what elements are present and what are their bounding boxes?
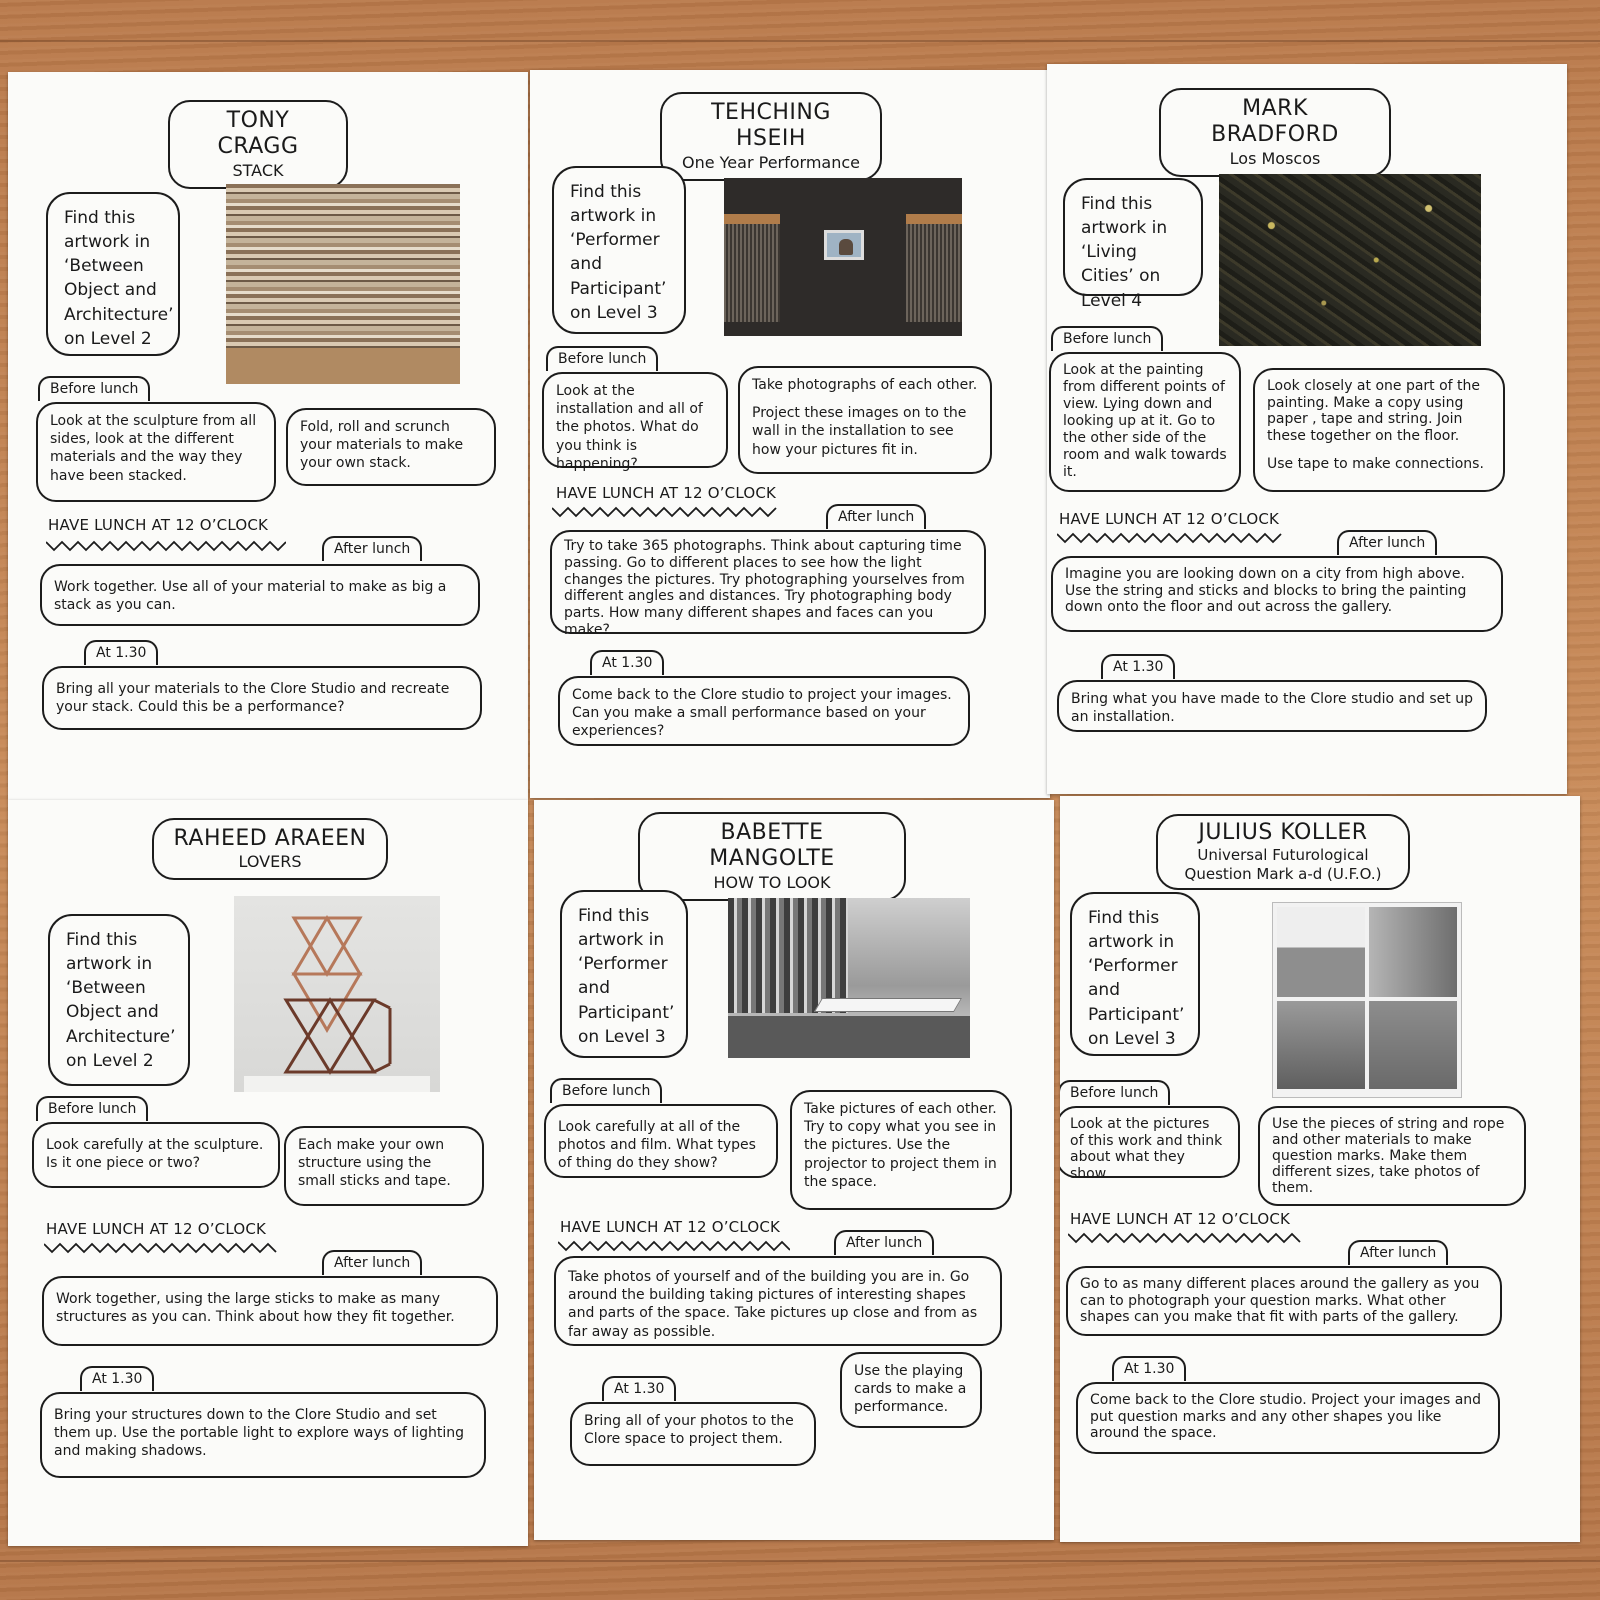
photo-wall-left-top: [724, 214, 780, 224]
artwork-title: Universal Futurological Question Mark a-d (U.F.O.): [1184, 846, 1382, 884]
artist-name: TEHCHING HSEIH: [711, 100, 831, 152]
photo-wall-right-top: [906, 214, 962, 224]
before-lunch-text: Look at the pictures of this work and think about what they show.: [1060, 1106, 1240, 1178]
after-lunch-label: After lunch: [826, 504, 926, 529]
artist-name: JULIUS KOLLER: [1198, 820, 1368, 845]
activity-text-2: Use tape to make connections.: [1267, 456, 1484, 473]
activity-text-1: Look closely at one part of the painting. Make a copy using paper , tape and string. Join these together on the floor.: [1267, 378, 1481, 444]
extra-activity-text: Use the playing cards to make a performance.: [840, 1352, 982, 1428]
activity-text: [738, 366, 992, 474]
find-artwork-bubble: Find this artwork in ‘Performer and Participant’ on Level 3: [560, 890, 688, 1058]
worksheet-tehching-hseih: [530, 70, 1050, 798]
artist-title: [638, 812, 906, 901]
artwork-photo: [728, 898, 970, 1058]
after-lunch-label: After lunch: [322, 1250, 422, 1275]
at-130-label: At 1.30: [602, 1376, 676, 1401]
after-lunch-label: After lunch: [322, 536, 422, 561]
after-lunch-label: After lunch: [834, 1230, 934, 1255]
artwork-photo: [1219, 174, 1481, 346]
worksheet-babette-mangolte: [534, 800, 1054, 1540]
before-lunch-label: Before lunch: [550, 1078, 662, 1103]
activity-text: Take pictures of each other. Try to copy what you see in the pictures. Use the projector to project them in the space.: [790, 1090, 1012, 1210]
zigzag-divider: [46, 538, 286, 554]
worksheet-mark-bradford: [1047, 64, 1567, 794]
at-130-text: Bring what you have made to the Clore studio and set up an installation.: [1057, 680, 1487, 732]
zigzag-divider: [44, 1240, 280, 1256]
before-lunch-text: Look at the painting from different points of view. Lying down and looking up at it. Go to the other side of the room and walk towards it.: [1049, 352, 1241, 492]
lattice-sculpture: [234, 896, 440, 1092]
artwork-photo: [1272, 902, 1462, 1098]
zigzag-divider: [558, 1238, 790, 1254]
zigzag-divider: [1057, 530, 1285, 546]
lunch-heading: HAVE LUNCH AT 12 O’CLOCK: [48, 516, 269, 534]
before-lunch-text: Look at the sculpture from all sides, look at the different materials and the way they have been stacked.: [36, 402, 276, 502]
photo-panel-3: [1277, 1001, 1365, 1089]
worksheet-tony-cragg: [8, 72, 528, 800]
before-lunch-label: Before lunch: [36, 1096, 148, 1121]
artist-title: [1156, 814, 1410, 890]
artwork-photo: [234, 896, 440, 1092]
artist-name: BABETTE MANGOLTE: [709, 820, 835, 872]
find-artwork-bubble: Find this artwork in ‘Between Object and Architecture’ on Level 2: [48, 914, 190, 1086]
photo-panel-4: [1369, 1001, 1457, 1089]
at-130-label: At 1.30: [1112, 1356, 1186, 1381]
activity-text: Use the pieces of string and rope and other materials to make question marks. Make them different sizes, take photos of them.: [1258, 1106, 1526, 1206]
at-130-text: Come back to the Clore studio to project your images. Can you make a small performance based on your experiences?: [558, 676, 970, 746]
before-lunch-label: Before lunch: [38, 376, 150, 401]
at-130-label: At 1.30: [84, 640, 158, 665]
at-130-text: Bring all your materials to the Clore Studio and recreate your stack. Could this be a performance?: [42, 666, 482, 730]
artwork-title: Los Moscos: [1229, 148, 1321, 168]
at-130-label: At 1.30: [590, 650, 664, 675]
artist-title: [168, 100, 348, 189]
find-artwork-bubble: Find this artwork in ‘Performer and Participant’ on Level 3: [552, 166, 686, 334]
artwork-photo: [226, 184, 460, 384]
artwork-photo: [724, 178, 962, 336]
artist-title: [660, 92, 882, 181]
worksheet-julius-koller: [1060, 796, 1580, 1542]
activity-text: Fold, roll and scrunch your materials to make your own stack.: [286, 408, 496, 486]
floor: [226, 348, 460, 384]
before-lunch-label: Before lunch: [1060, 1080, 1170, 1105]
lunch-heading: HAVE LUNCH AT 12 O’CLOCK: [556, 484, 777, 502]
activity-text-2: Project these images on to the wall in the installation to see how your pictures fit in.: [752, 405, 967, 458]
photo-panel-2: [1369, 907, 1457, 997]
after-lunch-text: Imagine you are looking down on a city from high above. Use the string and sticks and blocks to bring the painting down onto the floor and out across the gallery.: [1051, 556, 1503, 632]
artwork-title: One Year Performance: [681, 152, 860, 172]
artwork-title: STACK: [232, 160, 284, 180]
at-130-text: Bring your structures down to the Clore Studio and set them up. Use the portable light to explore ways of lighting and making shadows.: [40, 1392, 486, 1478]
artist-name: TONY CRAGG: [217, 108, 299, 160]
after-lunch-text: Go to as many different places around the gallery as you can to photograph your question marks. What other shapes can you make that fit with parts of the gallery.: [1066, 1266, 1502, 1336]
artwork-title: HOW TO LOOK: [713, 872, 831, 892]
zigzag-divider: [1068, 1230, 1304, 1246]
at-130-text: Bring all of your photos to the Clore space to project them.: [570, 1402, 816, 1466]
at-130-label: At 1.30: [80, 1366, 154, 1391]
artist-title: [1159, 88, 1391, 177]
before-lunch-text: Look at the installation and all of the photos. What do you think is happening?: [542, 372, 728, 468]
worksheet-raheed-araeen: [8, 800, 528, 1546]
find-artwork-bubble: Find this artwork in ‘Living Cities’ on Level 4: [1063, 178, 1203, 296]
after-lunch-label: After lunch: [1337, 530, 1437, 555]
before-lunch-text: Look carefully at all of the photos and film. What types of thing do they show?: [544, 1104, 778, 1178]
photo-wall-left: [724, 214, 780, 322]
activity-text-1: Take photographs of each other.: [752, 377, 978, 393]
at-130-text: Come back to the Clore studio. Project your images and put question marks and any other shapes you like around the space.: [1076, 1382, 1500, 1454]
artwork-title: LOVERS: [238, 852, 302, 872]
before-lunch-label: Before lunch: [546, 346, 658, 371]
before-lunch-text: Look carefully at the sculpture. Is it one piece or two?: [32, 1122, 280, 1188]
activity-text: [1253, 368, 1505, 492]
lunch-heading: HAVE LUNCH AT 12 O’CLOCK: [1059, 510, 1280, 528]
after-lunch-text: Work together. Use all of your material to make as big a stack as you can.: [40, 564, 480, 626]
monitor-figure: [839, 239, 853, 255]
photo-wall: [728, 898, 848, 1013]
lunch-heading: HAVE LUNCH AT 12 O’CLOCK: [46, 1220, 267, 1238]
at-130-label: At 1.30: [1101, 654, 1175, 679]
lunch-heading: HAVE LUNCH AT 12 O’CLOCK: [560, 1218, 781, 1236]
find-artwork-bubble: Find this artwork in ‘Between Object and Architecture’ on Level 2: [46, 192, 180, 356]
find-artwork-bubble: Find this artwork in ‘Performer and Participant’ on Level 3: [1070, 892, 1200, 1056]
after-lunch-text: Work together, using the large sticks to make as many structures as you can. Think about how they fit together.: [42, 1276, 498, 1346]
before-lunch-label: Before lunch: [1051, 326, 1163, 351]
monitor: [824, 230, 864, 260]
lunch-heading: HAVE LUNCH AT 12 O’CLOCK: [1070, 1210, 1291, 1228]
photo-panel-1: [1277, 907, 1365, 997]
display-table: [814, 998, 962, 1012]
activity-text: Each make your own structure using the small sticks and tape.: [284, 1126, 484, 1206]
after-lunch-label: After lunch: [1348, 1240, 1448, 1265]
zigzag-divider: [552, 504, 780, 520]
after-lunch-text: Take photos of yourself and of the building you are in. Go around the building taking pictures of interesting shapes and parts of the space. Take pictures up close and from as far away as possible.: [554, 1256, 1002, 1346]
artist-title: [152, 818, 388, 880]
after-lunch-text: Try to take 365 photographs. Think about capturing time passing. Go to different places to see how the light changes the pictures. Try photographing yourselves from different angles and distances. Try photographing body parts. How many different shapes and faces can you make?: [550, 530, 986, 634]
photo-wall-right: [906, 214, 962, 322]
artist-name: MARK BRADFORD: [1211, 96, 1339, 148]
floor: [728, 1016, 970, 1058]
artist-name: RAHEED ARAEEN: [173, 826, 367, 851]
